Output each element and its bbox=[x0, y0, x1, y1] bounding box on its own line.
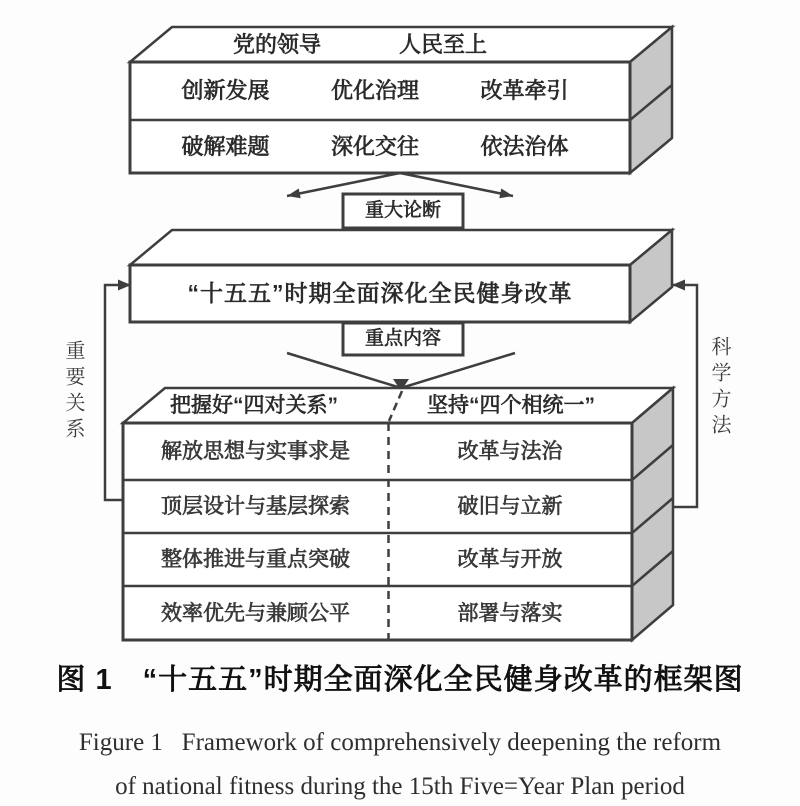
top-box-row-1 bbox=[120, 66, 630, 116]
top-box-row-2 bbox=[120, 122, 630, 172]
people-first-label: 人民至上 bbox=[399, 31, 488, 57]
right-bracket-label: 科学方法 bbox=[708, 336, 730, 440]
figure-caption-chinese: 图 1 “十五五”时期全面深化全民健身改革的框架图 bbox=[56, 664, 744, 697]
bottom-header-left: 把握好“四对关系” bbox=[170, 394, 338, 418]
middle-box-title: “十五五”时期全面深化全民健身改革 bbox=[187, 280, 573, 307]
bottom-row1-left: 解放思想与实事求是 bbox=[161, 440, 350, 464]
figure-caption-english-line2: of national fitness during the 15th Five=Year Plan period bbox=[115, 773, 685, 801]
top-row1-item-1: 创新发展 bbox=[181, 77, 270, 103]
top-row2-item-1: 破解难题 bbox=[181, 133, 270, 159]
top-row1-item-2: 优化治理 bbox=[330, 77, 419, 103]
bottom-header-right: 坚持“四个相统一” bbox=[427, 394, 595, 418]
bottom-row4-left: 效率优先与兼顾公平 bbox=[161, 601, 350, 625]
top-box-top-face-labels bbox=[110, 30, 610, 60]
bottom-row4-right: 部署与落实 bbox=[457, 601, 563, 625]
party-leadership-label: 党的领导 bbox=[232, 31, 321, 57]
bottom-row1-right: 改革与法治 bbox=[457, 440, 563, 464]
top-row1-item-3: 改革牵引 bbox=[480, 77, 569, 103]
down-arrow-label: 重点内容 bbox=[364, 328, 441, 350]
up-arrow-label: 重大论断 bbox=[364, 200, 441, 222]
right-bracket bbox=[672, 280, 697, 508]
bottom-row2-left: 顶层设计与基层探索 bbox=[161, 495, 350, 519]
bottom-row3-left: 整体推进与重点突破 bbox=[161, 548, 350, 572]
bottom-row3-right: 改革与开放 bbox=[457, 548, 563, 572]
left-bracket-label: 重要关系 bbox=[62, 340, 84, 444]
bottom-row2-right: 破旧与立新 bbox=[457, 495, 563, 519]
top-row2-item-2: 深化交往 bbox=[330, 133, 419, 159]
top-row2-item-3: 依法治体 bbox=[480, 133, 569, 159]
figure-caption-english-line1: Figure 1 Framework of comprehensively deepening the reform bbox=[78, 729, 722, 757]
